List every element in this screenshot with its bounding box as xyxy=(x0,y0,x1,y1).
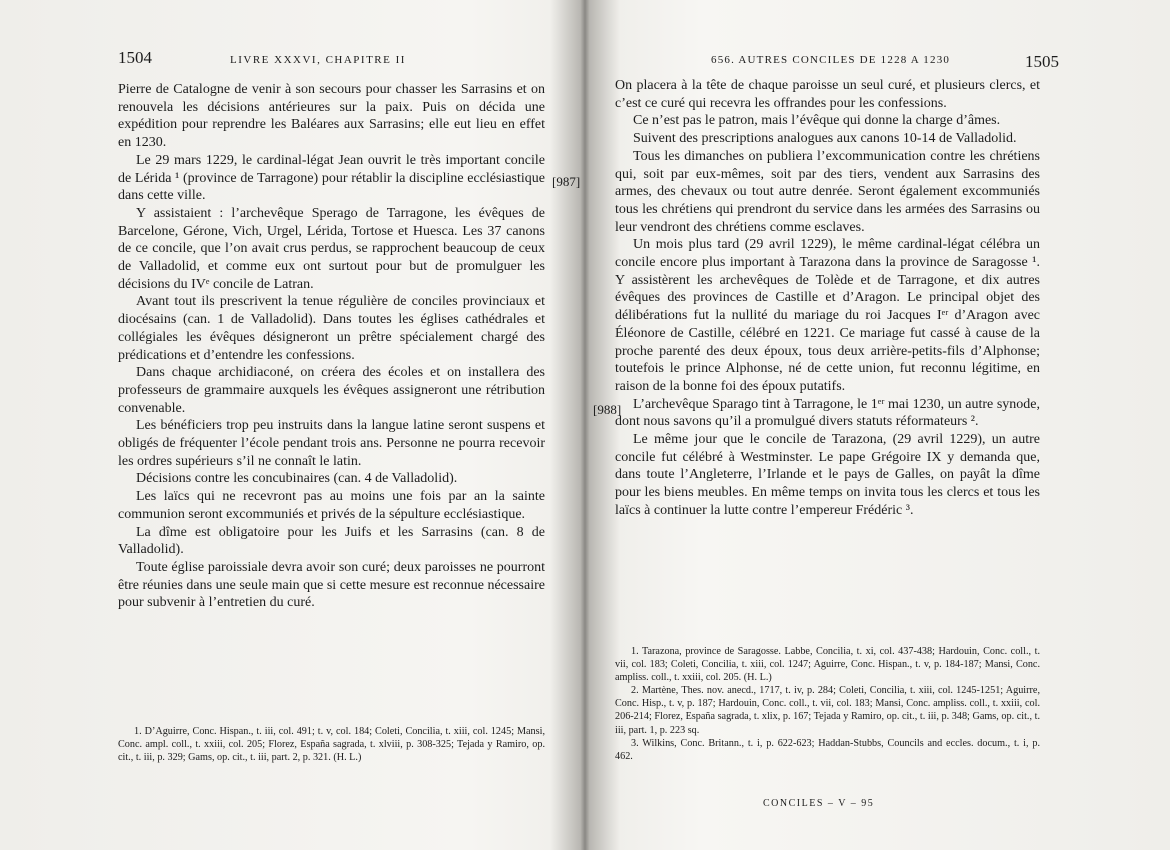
footnote: 1. D’Aguirre, Conc. Hispan., t. iii, col. 491; t. v, col. 184; Coleti, Concilia, t. xiii, col. 1245; Mansi, Conc. ampl. coll., t. xxiii, col. 205; Florez, España sagrada, t. xlviii, p. 308-325; Tejada y Ramiro, op. cit., t. iii, p. 329; Gams, op. cit., t. iii, part. 2, p. 321. (H. L.) xyxy=(118,726,545,764)
paragraph: Le même jour que le concile de Tarazona, (29 avril 1229), un autre concile fut célébré à Westminster. Le pape Grégoire IX y demanda que, dans toute l’Angleterre, l’Irlande et le pays de Galles, on payât la dîme pour les biens meubles. En même temps on invita tous les clercs et tous les laïcs à continuer la lutte contre l’empereur Frédéric ³. xyxy=(615,432,1040,518)
right-page xyxy=(585,0,1170,850)
paragraph: On placera à la tête de chaque paroisse un seul curé, et plusieurs clercs, et c’est ce curé qui recevra les offrandes pour les confessions. xyxy=(615,78,1040,111)
paragraph: Toute église paroissiale devra avoir son curé; deux paroisses ne pourront être réunies dans une seule main que si cette mesure est reconnue nécessaire pour subvenir à l’entretien du curé. xyxy=(118,559,545,611)
paragraph: Le 29 mars 1229, le cardinal-légat Jean ouvrit le très important concile de Lérida ¹ (province de Tarragone) pour rétablir la discipline ecclésiastique dans cette ville. xyxy=(118,152,545,204)
paragraph: Suivent des prescriptions analogues aux canons 10-14 de Valladolid. xyxy=(633,131,1017,147)
body-text xyxy=(615,77,1040,520)
paragraph: Avant tout ils prescrivent la tenue régulière de conciles provinciaux et diocésains (can. 1 de Valladolid). Dans toutes les églises cathédrales et collégiales les évêques désigneront un prêtre spécialement chargé des prédications et d’entendre les confessions. xyxy=(118,294,545,363)
paragraph: Les laïcs qui ne recevront pas au moins une fois par an la sainte communion seront excommuniés et privés de la sépulture ecclésiastique. xyxy=(118,489,545,522)
paragraph: L’archevêque Sparago tint à Tarragone, le 1ᵉʳ mai 1230, un autre synode, dont nous savons qu’il a promulgué divers statuts réformateurs ². xyxy=(615,396,1040,430)
running-title: 656. AUTRES CONCILES DE 1228 A 1230 xyxy=(711,54,951,66)
paragraph: Ce n’est pas le patron, mais l’évêque qui donne la charge d’âmes. xyxy=(633,113,1001,129)
running-title: LIVRE XXXVI, CHAPITRE II xyxy=(230,54,406,66)
paragraph: Y assistaient : l’archevêque Sperago de Tarragone, les évêques de Barcelone, Gérone, Vich, Urgel, Lérida, Tortose et Huesca. Les 37 canons de ce concile, que l’on avait crus perdus, se rapprochent beaucoup de ceux de Valladolid, et comme eux ont surtout pour but de promulguer les décisions du IVᵉ concile de Latran. xyxy=(118,205,545,292)
page-number: 1504 xyxy=(118,48,152,67)
footnotes xyxy=(615,645,1040,763)
paragraph: La dîme est obligatoire pour les Juifs et les Sarrasins (can. 8 de Valladolid). xyxy=(118,524,545,558)
margin-note: [987] xyxy=(552,174,581,189)
paragraph: Dans chaque archidiaconé, on créera des écoles et on installera des professeurs de grammaire auxquels les évêques assigneront une rétribution convenable. xyxy=(118,365,545,416)
paragraph: Tous les dimanches on publiera l’excommunication contre les chrétiens qui, soit par eux-mêmes, soit par des tiers, vendent aux Sarrasins des armes, des chevaux ou tout autre denrée. Seront également excommuniés tous les chrétiens qui prendront du service dans les armées des Sarrasins ou leur vendront des chrétiens comme esclaves. xyxy=(615,148,1040,235)
paragraph: Les bénéficiers trop peu instruits dans la langue latine seront suspens et obligés de fréquenter l’école pendant trois ans. Personne ne pourra recevoir les ordres supérieurs s’il ne connaît le latin. xyxy=(118,418,545,469)
paragraph: Décisions contre les concubinaires (can. 4 de Valladolid). xyxy=(136,471,458,487)
page-number: 1505 xyxy=(1025,52,1059,71)
footnote: 2. Martène, Thes. nov. anecd., 1717, t. iv, p. 284; Coleti, Concilia, t. xiii, col. 1245-1251; Aguirre, Conc. Hisp., t. v, p. 187; Hardouin, Conc. coll., t. vii, col. 183; Mansi, Conc. ampliss. coll., t. xxiii, col. 206-214; Florez, España sagrada, t. xlix, p. 167; Tejada y Ramiro, op. cit., t. iii, p. 348; Gams, op. cit., t. iii, part. 1, p. 223 sq. xyxy=(615,685,1040,736)
body-text xyxy=(118,81,545,612)
signature-mark: CONCILES – V – 95 xyxy=(763,798,875,809)
margin-note: [988] xyxy=(593,402,622,417)
footnotes xyxy=(118,725,545,764)
paragraph: Un mois plus tard (29 avril 1229), le même cardinal-légat célébra un concile encore plus important à Tarazona dans la province de Saragosse ¹. Y assistèrent les archevêques de Tolède et de Tarragone, et dix autres évêques des provinces de Castille et d’Aragon. Le principal objet des délibérations fut la nullité du mariage du roi Jacques Iᵉʳ d’Aragon avec Éléonore de Castille, célébré en 1221. Ce mariage fut cassé à cause de la proche parenté des deux époux, tous deux arrière-petits-fils d’Alphonse; toutefois le prince Alphonse, né de cette union, fut reconnu légitime, en raison de la bonne foi des époux putatifs. xyxy=(615,237,1040,394)
footnote: 3. Wilkins, Conc. Britann., t. i, p. 622-623; Haddan-Stubbs, Councils and eccles. docum., t. i, p. 462. xyxy=(615,737,1040,762)
footnote: 1. Tarazona, province de Saragosse. Labbe, Concilia, t. xi, col. 437-438; Hardouin, Conc. coll., t. vii, col. 183; Coleti, Concilia, t. xiii, col. 1247; Aguirre, Conc. Hispan., t. v, p. 184-187; Mansi, Conc. ampliss. coll., t. xxiii, col. 205. (H. L.) xyxy=(615,646,1040,684)
paragraph: Pierre de Catalogne de venir à son secours pour chasser les Sarrasins et on renouvela les décisions antérieures sur la paix. Puis on décida une expédition pour reprendre les Baléares aux Sarrasins; elle eut lieu en effet en 1230. xyxy=(118,82,545,151)
